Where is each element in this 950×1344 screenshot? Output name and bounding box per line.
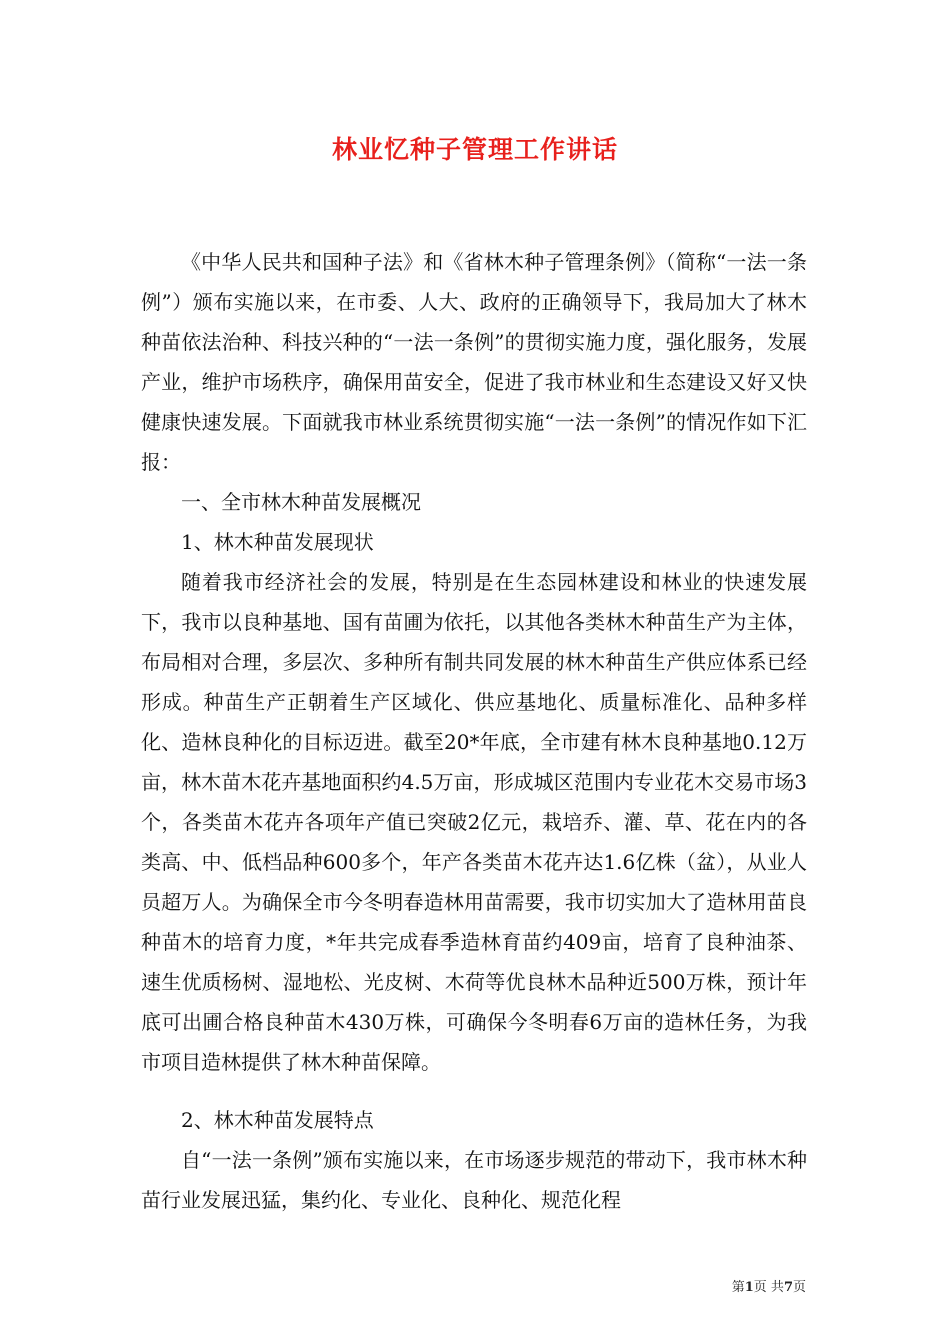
page-number-footer [700, 1276, 806, 1295]
document-title: 林业忆种子管理工作讲话 [331, 135, 618, 164]
footer-current-page: 1 [744, 1280, 754, 1295]
footer-middle: 页 共 [753, 1280, 784, 1295]
document-body [141, 242, 807, 1220]
status-paragraph: 随着我市经济社会的发展，特别是在生态园林建设和林业的快速发展下，我市以良种基地、国有苗圃为依托，以其他各类林木种苗生产为主体，布局相对合理，多层次、多种所有制共同发展的林木种苗生产供应体系已经形成。种苗生产正朝着生产区域化、供应基地化、质量标准化、品种多样化、造林良种化的目标迈进。截至20*年底，全市建有林木良种基地0.12万亩，林木苗木花卉基地面积约4.5万亩，形成城区范围内专业花木交易市场3个，各类苗木花卉各项年产值已突破2亿元，栽培乔、灌、草、花在内的各类高、中、低档品种600多个，年产各类苗木花卉达1.6亿株（盆），从业人员超万人。为确保全市今冬明春造林用苗需要，我市切实加大了造林用苗良种苗木的培育力度，*年共完成春季造林育苗约409亩，培育了良种油茶、速生优质杨树、湿地松、光皮树、木荷等优良林木品种近500万株，预计年底可出圃合格良种苗木430万株，可确保今冬明春6万亩的造林任务，为我市项目造林提供了林木种苗保障。 [141, 570, 807, 1074]
footer-total-pages: 7 [783, 1280, 793, 1295]
subsection-heading-status: 1、林木种苗发展现状 [181, 530, 374, 554]
features-paragraph: 自“一法一条例”颁布实施以来，在市场逐步规范的带动下，我市林木种苗行业发展迅猛，集约化、专业化、良种化、规范化程 [141, 1148, 807, 1212]
subsection-heading-features: 2、林木种苗发展特点 [181, 1108, 374, 1132]
footer-suffix: 页 [792, 1280, 806, 1295]
footer-prefix: 第 [731, 1280, 745, 1295]
section-heading-overview: 一、全市林木种苗发展概况 [181, 490, 421, 514]
intro-paragraph: 《中华人民共和国种子法》和《省林木种子管理条例》（简称“一法一条例”）颁布实施以来，在市委、人大、政府的正确领导下，我局加大了林木种苗依法治种、科技兴种的“一法一条例”的贯彻实施力度，强化服务，发展产业，维护市场秩序，确保用苗安全，促进了我市林业和生态建设又好又快健康快速发展。下面就我市林业系统贯彻实施“一法一条例”的情况作如下汇报： [141, 250, 807, 474]
